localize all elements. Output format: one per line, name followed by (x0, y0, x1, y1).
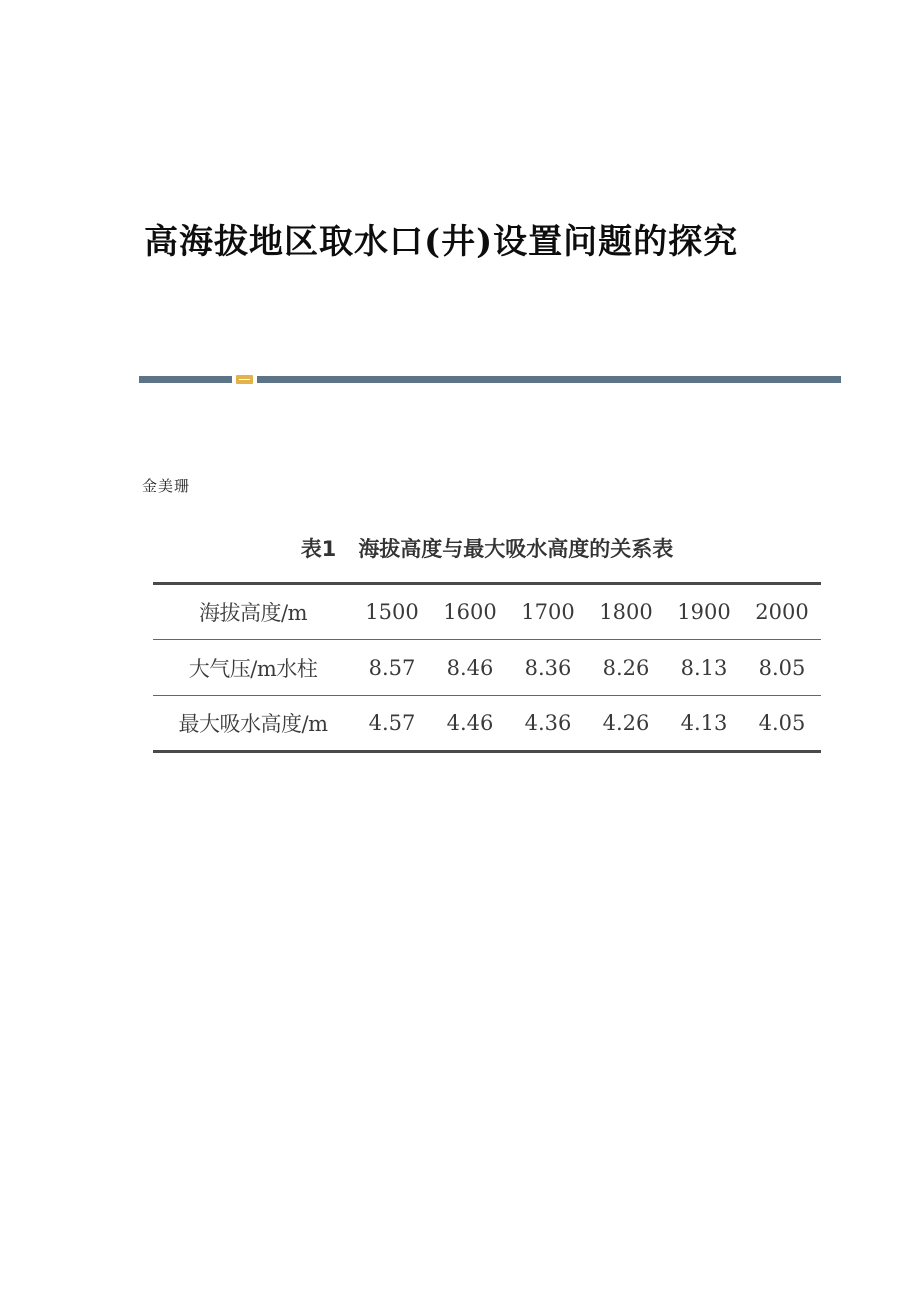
altitude-suction-table (153, 582, 821, 753)
table-row-pressure (153, 640, 821, 696)
row-header-pressure: 大气压/m水柱 (153, 640, 353, 696)
table-cell: 8.26 (587, 640, 665, 696)
table-cell: 1900 (665, 584, 743, 640)
table-cell: 4.46 (431, 696, 509, 752)
table-cell: 1600 (431, 584, 509, 640)
table-row-suction-height (153, 696, 821, 752)
table-cell: 4.57 (353, 696, 431, 752)
divider-emblem-icon (236, 375, 253, 384)
table-caption (153, 533, 821, 563)
table-cell: 8.13 (665, 640, 743, 696)
table-row-altitude (153, 584, 821, 640)
table-cell: 8.05 (743, 640, 821, 696)
table-cell: 8.57 (353, 640, 431, 696)
author-name: 金美珊 (142, 477, 191, 495)
divider-bar-right (257, 376, 841, 383)
divider-bar-left (139, 376, 232, 383)
title-divider (139, 375, 841, 384)
table-cell: 4.36 (509, 696, 587, 752)
table-cell: 8.36 (509, 640, 587, 696)
table-cell: 2000 (743, 584, 821, 640)
table-cell: 1700 (509, 584, 587, 640)
document-title: 高海拔地区取水口(井)设置问题的探究 (144, 222, 739, 262)
table-cell: 4.13 (665, 696, 743, 752)
table-cell: 1500 (353, 584, 431, 640)
table-caption-label: 表1 (300, 537, 337, 561)
table-caption-text: 海拔高度与最大吸水高度的关系表 (358, 537, 674, 561)
table-cell: 1800 (587, 584, 665, 640)
table-cell: 8.46 (431, 640, 509, 696)
row-header-altitude: 海拔高度/m (153, 584, 353, 640)
row-header-suction-height: 最大吸水高度/m (153, 696, 353, 752)
table-cell: 4.05 (743, 696, 821, 752)
table-cell: 4.26 (587, 696, 665, 752)
